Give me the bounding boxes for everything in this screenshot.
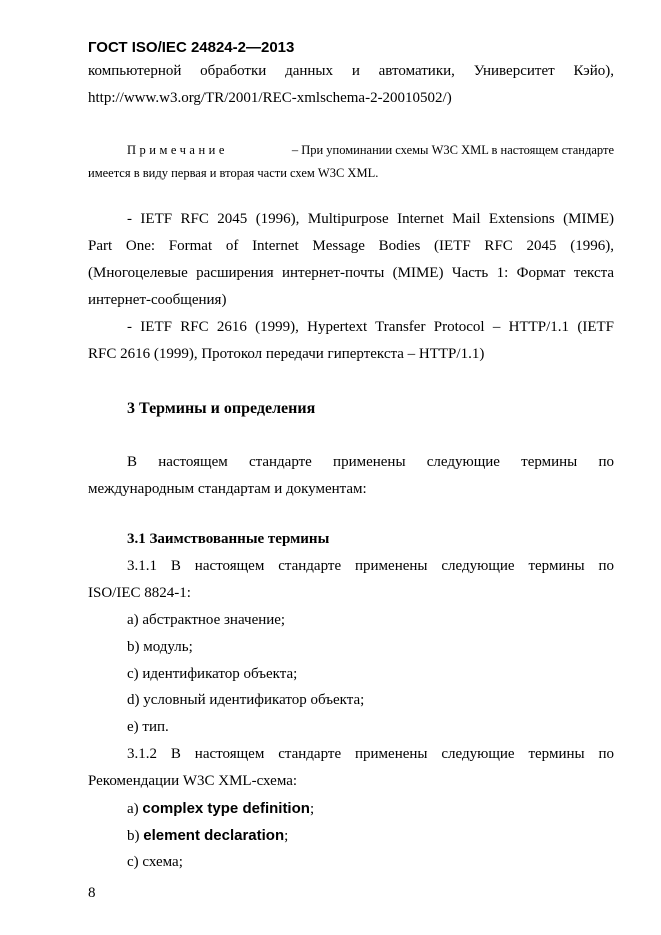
para-3-1-2-line-1: 3.1.2 В настоящем стандарте применены следующие термины по — [127, 746, 614, 762]
ref-continuation-line-1: компьютерной обработки данных и автоматики, Университет Кэйо), — [88, 63, 614, 79]
note-text: – При упоминании схемы W3C XML в настоящем стандарте — [291, 143, 614, 157]
note-label: Примечание — [127, 143, 228, 157]
list-item: d) условный идентификатор объекта; — [127, 692, 365, 708]
note-line-2: имеется в виду первая и вторая части схем W3C XML. — [88, 166, 379, 180]
list-item-suffix: ; — [284, 828, 289, 844]
para-3-1-1-line-2: ISO/IEC 8824-1: — [88, 585, 191, 601]
rfc2616-line-1: - IETF RFC 2616 (1999), Hypertext Transfer Protocol – HTTP/1.1 (IETF — [127, 319, 614, 335]
rfc2045-line-2: Part One: Format of Internet Message Bodies (IETF RFC 2045 (1996), — [88, 238, 614, 254]
section-3-heading: 3 Термины и определения — [127, 400, 316, 417]
rfc2616-line-2: RFC 2616 (1999), Протокол передачи гипертекста – HTTP/1.1) — [88, 346, 485, 362]
para-3-1-1-line-1: 3.1.1 В настоящем стандарте применены следующие термины по — [127, 558, 614, 574]
list-item: с) идентификатор объекта; — [127, 666, 298, 682]
term-element-declaration: element declaration — [143, 827, 285, 844]
list-item-prefix: а) — [127, 801, 143, 817]
section-3-intro-line-1: В настоящем стандарте применены следующие термины по — [127, 454, 614, 470]
para-3-1-2-line-2: Рекомендации W3C XML-схема: — [88, 773, 298, 789]
list-item-suffix: ; — [309, 801, 315, 817]
list-item-prefix: b) — [127, 828, 144, 844]
ref-continuation-url: http://www.w3.org/TR/2001/REC-xmlschema-2-20010502/) — [88, 90, 452, 106]
list-item-complex-type — [127, 800, 314, 818]
term-complex-type-definition: complex type definition — [142, 800, 310, 817]
list-item: е) тип. — [127, 719, 169, 735]
list-item-element-declaration — [127, 827, 288, 845]
subsection-3-1-heading: 3.1 Заимствованные термины — [127, 531, 330, 547]
document-header-title: ГОСТ ISO/IEC 24824-2—2013 — [88, 39, 295, 56]
list-item: а) абстрактное значение; — [127, 612, 286, 628]
note-line-1 — [127, 143, 614, 158]
list-item-schema: с) схема; — [127, 854, 183, 870]
rfc2045-line-1: - IETF RFC 2045 (1996), Multipurpose Internet Mail Extensions (MIME) — [127, 211, 614, 227]
rfc2045-line-4: интернет-сообщения) — [88, 292, 227, 308]
rfc2045-line-3: (Многоцелевые расширения интернет-почты (MIME) Часть 1: Формат текста — [88, 265, 614, 281]
page-number: 8 — [88, 885, 96, 901]
list-item: b) модуль; — [127, 639, 193, 655]
section-3-intro-line-2: международным стандартам и документам: — [88, 481, 367, 497]
